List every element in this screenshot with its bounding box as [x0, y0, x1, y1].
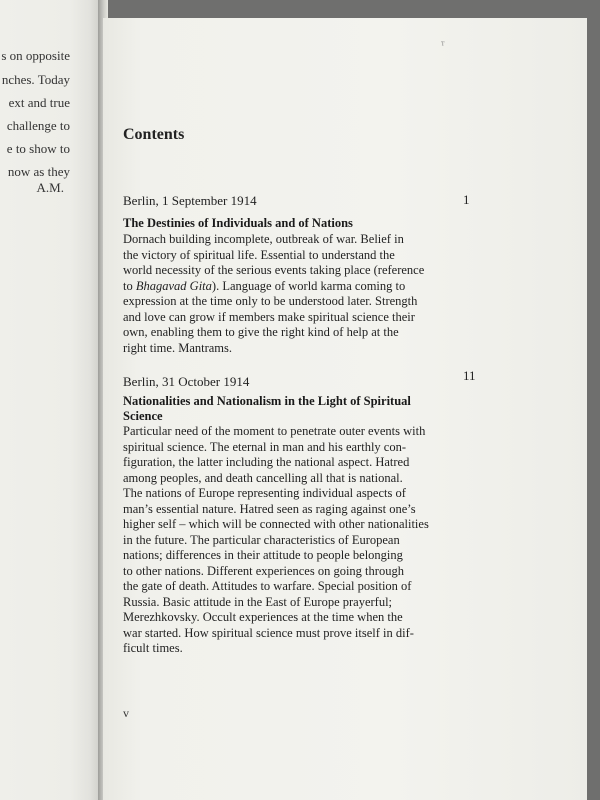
entry-title-line: Science [123, 409, 163, 423]
summary-line: the victory of spiritual life. Essential to understand the [123, 247, 395, 262]
summary-line: spiritual science. The eternal in man and his earthly con- [123, 439, 407, 454]
summary-line: world necessity of the serious events taking place (reference [123, 263, 425, 277]
left-text-line: nches. Today [1, 72, 70, 87]
page-title: Contents [123, 126, 185, 143]
left-initials: A.M. [36, 180, 64, 195]
summary-line: among peoples, and death cancelling all that is national. [123, 470, 403, 485]
summary-line: figuration, the latter including the national aspect. Hatred [123, 455, 410, 469]
summary-line: Dornach building incomplete, outbreak of war. Belief in [123, 232, 404, 246]
summary-line: Particular need of the moment to penetrate outer events with [123, 424, 426, 438]
summary-line: Merezhkovsky. Occult experiences at the time when the [123, 610, 403, 624]
left-text-line: e to show to [6, 141, 70, 156]
summary-line: ficult times. [123, 641, 183, 655]
entry-title-line: The Destinies of Individuals and of Nations [123, 216, 353, 230]
summary-line: to other nations. Different experiences on going through [123, 563, 404, 578]
left-text-line: s on opposite [1, 48, 70, 63]
entry-page-number: 11 [463, 368, 476, 383]
summary-line: Russia. Basic attitude in the East of Europe prayerful; [123, 594, 393, 609]
summary-line: higher self – which will be connected with other nationalities [123, 517, 429, 531]
book-title-italic: Bhagavad Gita [135, 278, 212, 293]
left-text-line: now as they [7, 164, 70, 179]
entry-date: Berlin, 1 September 1914 [123, 193, 257, 208]
entry-title [123, 394, 423, 424]
summary-line: The nations of Europe representing individual aspects of [123, 486, 406, 500]
entry-summary [123, 424, 429, 657]
entry-date: Berlin, 31 October 1914 [123, 374, 250, 389]
entry-title-line: Nationalities and Nationalism in the Light of Spiritual [123, 394, 411, 408]
summary-line: to Bhagavad Gita). Language of world karma coming to [123, 278, 406, 293]
summary-line: the gate of death. Attitudes to warfare. Special position of [123, 579, 412, 593]
summary-line: war started. How spiritual science must prove itself in dif- [123, 625, 414, 640]
summary-line: man’s essential nature. Hatred seen as raging against one’s [123, 501, 416, 516]
corner-mark: ᵀ [441, 40, 445, 51]
entry-title [123, 216, 423, 231]
left-text-line: challenge to [6, 118, 70, 133]
entry-summary [123, 232, 424, 356]
left-text-line: ext and true [8, 95, 70, 110]
left-page [0, 0, 100, 800]
entry-page-number: 1 [463, 192, 470, 207]
summary-line: expression at the time only to be understood later. Strength [123, 294, 418, 308]
right-page [103, 18, 587, 800]
summary-line: own, enabling them to give the right kind of help at the [123, 325, 399, 339]
summary-line: in the future. The particular characteristics of European [123, 532, 400, 547]
summary-line: right time. Mantrams. [123, 340, 233, 355]
summary-line: nations; differences in their attitude to people belonging [123, 548, 403, 562]
page-number: v [123, 706, 129, 720]
summary-line: and love can grow if members make spiritual science their [123, 309, 415, 324]
